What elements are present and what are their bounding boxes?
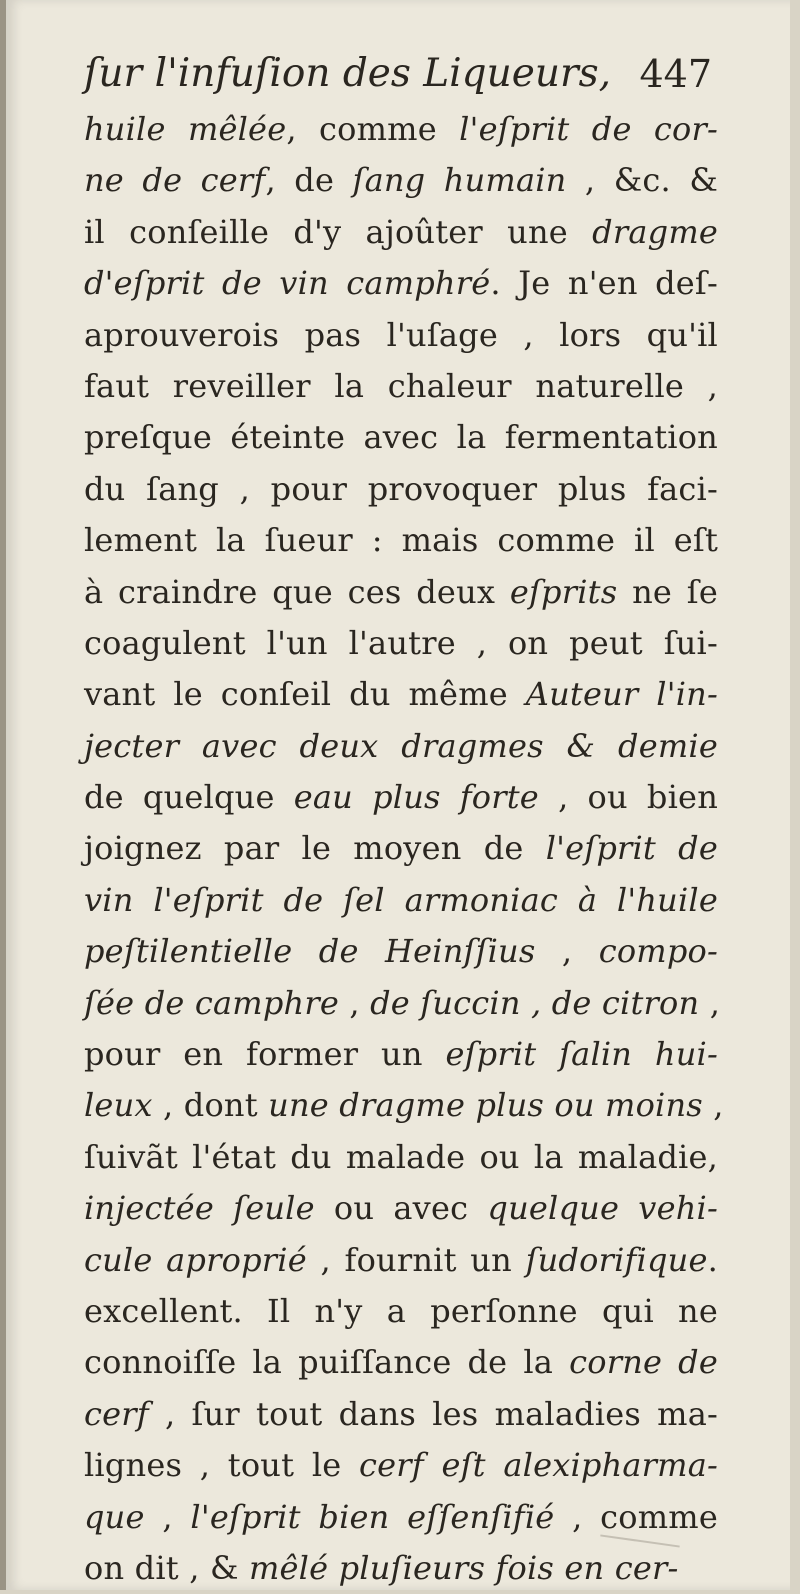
italic-run: jecter avec deux dragmes & demie (84, 726, 718, 765)
text-line (84, 258, 718, 309)
italic-run: injectée ſeule (84, 1189, 315, 1228)
italic-run: quelque vehi- (487, 1189, 718, 1228)
text-line (84, 1492, 718, 1543)
italic-run: l'eſprit bien eſſenſifié (190, 1497, 555, 1536)
text-line (84, 104, 718, 155)
roman-run: , (702, 1086, 724, 1125)
roman-run: , fournit un (306, 1240, 526, 1279)
italic-run: huile mêlée (84, 110, 287, 148)
text-line (84, 926, 718, 977)
text-line (84, 721, 718, 772)
roman-run: connoiſſe la puiſſance de la (84, 1343, 570, 1382)
italic-run: ſée de camphre (84, 983, 339, 1022)
roman-run: faut reveiller la chaleur naturelle , (84, 366, 718, 405)
text-line (84, 567, 718, 618)
text-line (84, 1286, 718, 1337)
roman-run: , (699, 983, 721, 1022)
roman-run: preſque éteinte avec la fermentation (84, 418, 718, 457)
italic-run: de ſuccin , de citron (370, 983, 700, 1022)
roman-run: . (707, 1240, 718, 1279)
text-line (84, 1029, 718, 1080)
roman-run: on dit , & (84, 1548, 249, 1587)
text-line (84, 1132, 718, 1183)
text-line (84, 618, 718, 669)
roman-run: . Je n'en deſ- (490, 264, 718, 303)
body-text (84, 104, 724, 1594)
italic-run: cule aproprié (84, 1240, 307, 1279)
italic-run: ſang humain (352, 161, 567, 200)
text-line (84, 310, 718, 361)
italic-run: mêlé pluſieurs fois en cer- (249, 1548, 679, 1587)
italic-run: corne de (569, 1343, 718, 1382)
roman-run: il conſeille d'y ajoûter une (84, 212, 593, 251)
roman-run: , &c. & (566, 161, 719, 200)
italic-run: cerf eſt alexipharma- (359, 1446, 718, 1485)
roman-run: joignez par le moyen de (84, 829, 546, 868)
italic-run: l'eſprit de (545, 829, 718, 868)
text-line (84, 823, 718, 874)
text-line (84, 1183, 718, 1234)
italic-run: vin l'eſprit de ſel armoniac à l'huile (84, 880, 718, 919)
italic-run: une dragme plus ou moins (268, 1086, 703, 1125)
italic-run: compo- (598, 932, 718, 971)
running-head-title: ſur l'infuſion des Liqueurs, (84, 51, 611, 96)
roman-run: , ou bien (538, 778, 718, 817)
roman-run: coagulent l'un l'autre , on peut ſui- (84, 623, 718, 662)
text-line (84, 1389, 718, 1440)
running-head (84, 44, 718, 104)
text-line (84, 464, 718, 515)
roman-run: , ſur tout dans les maladies ma- (148, 1394, 718, 1433)
roman-run: lement la ſueur : mais comme il eſt (84, 521, 718, 560)
text-line (84, 1543, 718, 1594)
roman-run: ou avec (314, 1189, 488, 1228)
roman-run: à craindre que ces deux (84, 572, 510, 611)
text-line (84, 412, 718, 463)
roman-run: aprouverois pas l'uſage , lors qu'il (84, 315, 718, 354)
roman-run: , comme (554, 1497, 718, 1536)
text-line (84, 155, 718, 206)
italic-run: ne de cerf (84, 161, 266, 200)
italic-run: Auteur l'in- (525, 675, 718, 714)
italic-run: que (84, 1497, 145, 1536)
italic-run: eſprits (509, 572, 618, 611)
roman-run: , de (265, 161, 353, 200)
text-line (84, 978, 721, 1029)
roman-run: pour en former un (84, 1035, 446, 1074)
text-line (84, 669, 718, 720)
text-line (84, 1080, 724, 1131)
text-block (84, 44, 724, 1594)
text-line (84, 1440, 718, 1491)
roman-run: , (144, 1497, 191, 1536)
text-line (84, 361, 718, 412)
roman-run: excellent. Il n'y a perſonne qui ne (84, 1291, 718, 1330)
text-line (84, 1235, 718, 1286)
roman-run: lignes , tout le (84, 1446, 360, 1485)
roman-run: , (338, 983, 371, 1022)
roman-run: ſuivãt l'état du malade ou la maladie, (84, 1137, 718, 1176)
text-line (84, 1337, 718, 1388)
roman-run: , comme (286, 110, 460, 148)
text-line (84, 875, 718, 926)
italic-run: ſudorifique (525, 1240, 708, 1279)
italic-run: d'eſprit de vin camphré (84, 264, 491, 303)
roman-run: , dont (152, 1086, 269, 1125)
text-line (84, 515, 718, 566)
italic-run: dragme (592, 212, 718, 251)
text-line (84, 207, 718, 258)
italic-run: l'eſprit de cor- (459, 110, 719, 148)
italic-run: eau plus forte (293, 778, 539, 817)
roman-run: , (535, 932, 599, 971)
italic-run: peſtilentielle de Heinſſius (84, 932, 536, 971)
italic-run: leux (84, 1086, 153, 1125)
text-line (84, 772, 718, 823)
roman-run: vant le conſeil du même (84, 675, 526, 714)
roman-run: de quelque (84, 778, 294, 817)
roman-run: ne ſe (617, 572, 718, 611)
roman-run: du ſang , pour provoquer plus faci- (84, 469, 718, 508)
page-number: 447 (639, 52, 712, 96)
italic-run: cerf (84, 1394, 149, 1433)
italic-run: eſprit ſalin hui- (445, 1035, 718, 1074)
